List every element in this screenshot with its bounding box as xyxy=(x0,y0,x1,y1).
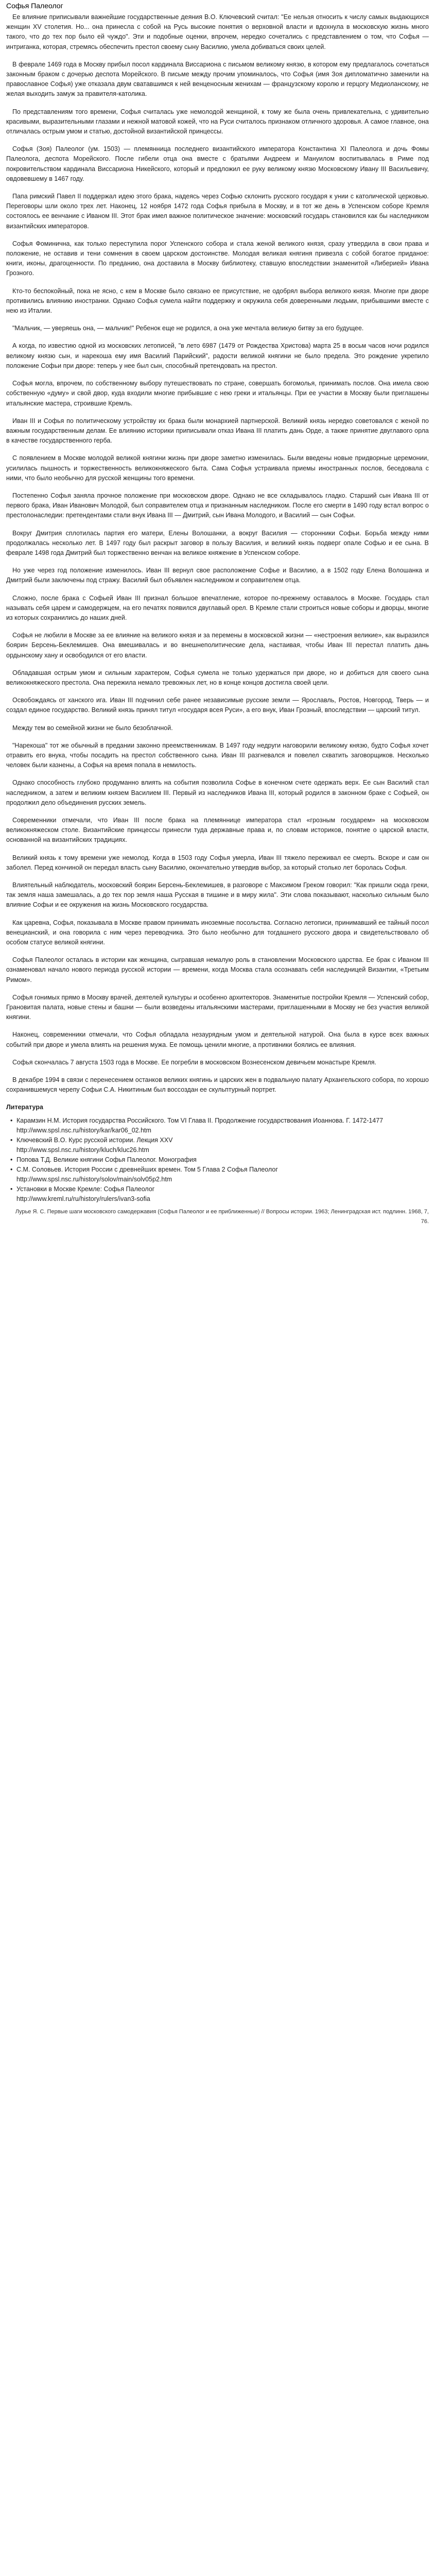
paragraph: Софья скончалась 7 августа 1503 года в Москве. Ее погребли в московском Вознесенском девичьем монастыре Кремля. xyxy=(12,1058,377,1066)
paragraph: Обладавшая острым умом и сильным характером, Софья сумела не только удержаться при дворе, но и добиться для своего сына великокняжеского престола. Она пережила немало тревожных лет, но в конце концов достигла своей цели. xyxy=(6,669,429,686)
paragraph: Кто-то беспокойный, пока не ясно, с кем в Москве было связано ее присутствие, не одобрял выбора великого князя. Многие при дворе противились влиянию иностранки. Однако Софья сумела найти поддержку и окружила себя доверенными людьми, прибывшими вместе с нею из Италии. xyxy=(6,287,429,315)
literature-item: • С.М. Соловьев. История России с древнейших времен. Том 5 Глава 2 Софья Палеолог xyxy=(16,1165,429,1175)
paragraph: Влиятельный наблюдатель, московский боярин Берсень-Беклемишев, в разговоре с Максимом Греком говорил: "Как пришли сюда греки, так земля наша замешалась, а до тех пор земля наша Русская в тишине и в миру жила". Эти слова показывают, насколько сильным было влияние Софьи и ее окружения на жизнь Московского государства. xyxy=(6,882,429,909)
paragraph: Наконец, современники отмечали, что Софья обладала незаурядным умом и деятельной натурой. Она была в курсе всех важных событий при дворе и умела влиять на решения мужа. Ее помощь ценили многие, а противники боялись ее влияния. xyxy=(6,1031,429,1048)
paragraph: Сложно, после брака с Софьей Иван III признал большое впечатление, которое по-прежнему оставалось в Москве. Государь стал называть себя царем и самодержцем, на его печатях появился двуглавый орел. В Кремле стали строиться новые соборы и дворцы, многие из которых сохранились до наших дней. xyxy=(6,594,429,621)
paragraph: Освобождаясь от ханского ига. Иван III подчинил себе ранее независимые русские земли — Ярославль, Ростов, Новгород, Тверь — и создал единое государство. Великий князь принял титул «государя всея Руси», а его внук, Иван Грозный, впоследствии — царский титул. xyxy=(6,697,429,714)
paragraph: Иван III и Софья по политическому устройству их брака были монархией партнерской. Великий князь нередко советовался с женой по важным государственным делам. Ее влиянию историки приписывали отказ Ивана III платить дань Орде, а также принятие двуглавого орла в качестве государственного герба. xyxy=(6,417,429,445)
footer-note: Лурье Я. С. Первые шаги московского самодержавия (Софья Палеолог и ее приближенные) // Вопросы истории. 1963; Ленинградская ист. подлинн. 1968, 7, 76. xyxy=(15,1208,429,1225)
paragraph: Софья могла, впрочем, по собственному выбору путешествовать по стране, совершать богомолья, принимать послов. Она имела свою собственную «думу» и свой двор, куда входили многие прибывшие с нею греки и итальянцы. При ее участии в Москву были приглашены итальянские мастера, строившие Кремль. xyxy=(6,380,429,407)
paragraph: С появлением в Москве молодой великой княгини жизнь при дворе заметно изменилась. Были введены новые придворные церемонии, усилилась пышность и торжественность великокняжеского быта. Сама Софья устраивала приемы иностранных послов, беседовала с ними, что было необычно для русской женщины того времени. xyxy=(6,454,429,482)
paragraph: Ее влияние приписывали важнейшие государственные деяния В.О. Ключевский считал: "Ее нельзя относить к числу самых выдающихся женщин XV столетия. Но... она принесла с собой на Русь высокие понятия о верховной власти и вдохнула в московскую жизнь много такого, что до тех пор было ей чуждо". Эти и подобные оценки, впрочем, нередко сочетались с представлением о том, что Софья — интриганка, которая, стремясь обеспечить престол своему сыну Василию, умела добиваться своих целей. xyxy=(6,13,429,50)
paragraph: Софья не любили в Москве за ее влияние на великого князя и за перемены в московской жизни — «нестроения великие», как выразился боярин Берсень-Беклемишев. Она вмешивалась и во внешнеполитические дела, настаивая, чтобы Иван III перестал платить дань ордынскому хану и освободился от его власти. xyxy=(6,632,429,659)
paragraph: Софья Фоминична, как только переступила порог Успенского собора и стала женой великого князя, сразу утвердила в свои права и положение, не оставив и тени сомнения в своем царском достоинстве. Молодая великая княгиня привезла с собой богатое приданое: книги, иконы, драгоценности. По преданию, она доставила в Москву библиотеку, ставшую впоследствии знаменитой «Либерией» Ивана Грозного. xyxy=(6,240,429,277)
paragraph: Между тем во семейной жизни не было безоблачной. xyxy=(12,724,173,732)
literature-link[interactable]: http://www.spsl.nsc.ru/history/kar/kar06_02.htm xyxy=(16,1126,151,1134)
page-title: Софья Палеолог xyxy=(6,2,63,10)
literature-list xyxy=(6,1116,429,1204)
literature-item: • Установки в Москве Кремле: Софья Палеолог xyxy=(16,1184,429,1194)
literature-link[interactable]: http://www.spsl.nsc.ru/history/kluch/kluc26.htm xyxy=(16,1146,149,1154)
article-body xyxy=(6,12,429,1095)
paragraph: Вокруг Дмитрия сплотилась партия его матери, Елены Волошанки, а вокруг Василия — сторонники Софьи. Борьба между ними продолжалась несколько лет. В 1497 году был раскрыт заговор в пользу Василия, и великий князь подверг опале Софью и ее сына. В феврале 1498 года Дмитрий был торжественно венчан на великое княжение в Успенском соборе. xyxy=(6,529,429,556)
literature-link[interactable]: http://www.spsl.nsc.ru/history/solov/main/solv05p2.htm xyxy=(16,1175,172,1183)
paragraph: Как царевна, Софья, показывала в Москве правом принимать иноземные посольства. Согласно летописи, принимавший ее тайный посол венецианский, и она говорила с ним через переводчика. Это было необычно для тогдашнего русского двора и свидетельствовало об особом статусе великой княгини. xyxy=(6,919,429,946)
paragraph: Софья гонимых прямо в Москву врачей, деятелей культуры и особенно архитекторов. Знаменитые постройки Кремля — Успенский собор, Грановитая палата, новые стены и башни — были возведены итальянскими мастерами, приглашенными в Москву не без участия великой княгини. xyxy=(6,993,429,1021)
paragraph: В декабре 1994 в связи с перенесением останков великих княгинь и царских жен в подвальную палату Архангельского собора, по хорошо сохранившемуся черепу Софьи С.А. Никитиным был воссоздан ее скульптурный портрет. xyxy=(6,1076,429,1094)
paragraph: Однако способность глубоко продуманно влиять на события позволила Софье в конечном счете одержать верх. Ее сын Василий стал наследником, а затем и великим князем Василием III. Первый из наследников Ивана III, который родился в законном браке с Софьей, он продолжил дело объединения русских земель. xyxy=(6,779,429,806)
literature-item: • Ключевский В.О. Курс русской истории. Лекция XXV xyxy=(16,1136,429,1145)
literature-item: • Карамзин Н.М. История государства Российского. Том VI Глава II. Продолжение государствования Иоаннова. Г. 1472-1477 xyxy=(16,1116,429,1126)
paragraph: Папа римский Павел II поддержал идею этого брака, надеясь через Софью склонить русского государя к унии с католической церковью. Переговоры шли около трех лет. Наконец, 12 ноября 1472 года Софья прибыла в Москву, и в тот же день в Успенском соборе Кремля состоялось ее венчание с Иваном III. Этот брак имел важное политическое значение: московский государь становился как бы наследником византийских императоров. xyxy=(6,193,429,230)
paragraph: Но уже через год положение изменилось. Иван III вернул свое расположение Софье и Василию, а в 1502 году Елена Волошанка и Дмитрий были заключены под стражу. Василий был объявлен наследником и соправителем отца. xyxy=(6,567,429,584)
article xyxy=(0,0,436,1227)
literature-link[interactable]: http://www.kreml.ru/ru/history/rulers/ivan3-sofia xyxy=(16,1195,150,1202)
paragraph: Софья Палеолог осталась в истории как женщина, сыгравшая немалую роль в становлении Московского царства. Ее брак с Иваном III ознаменовал начало нового периода русской истории — времени, когда Москва стала осознавать себя наследницей Византии, «Третьим Римом». xyxy=(6,956,429,984)
literature-item: • Попова Т.Д. Великие княгини Софья Палеолог. Монография xyxy=(16,1155,429,1165)
paragraph: Современники отмечали, что Иван III после брака на племяннице императора стал «грозным государем» на московском великокняжеском столе. Византийские принцессы принесли туда державные права и, по словам историков, понятие о царской власти, основанной на византийских традициях. xyxy=(6,817,429,844)
paragraph: "Мальчик, — уверяешь она, — мальчик!" Ребенок еще не родился, а она уже мечтала великую битву за его будущее. xyxy=(12,325,364,332)
paragraph: По представлениям того времени, Софья считалась уже немолодой женщиной, к тому же была очень привлекательна, с удивительно красивыми, выразительными глазами и нежной матовой кожей, что на Руси считалось признаком отличного здоровья. А самое главное, она отличалась острым умом и статью, достойной византийской принцессы. xyxy=(6,108,429,135)
paragraph: Великий князь к тому времени уже немолод. Когда в 1503 году Софья умерла, Иван III тяжело переживал ее смерть. Вскоре и сам он заболел. Перед кончиной он передал власть сыну Василию, окончательно утвердив выбор, за который столько лет боролась Софья. xyxy=(6,854,429,871)
paragraph: Софья (Зоя) Палеолог (ум. 1503) — племянница последнего византийского императора Константина XI Палеолога и дочь Фомы Палеолога, деспота Морейского. После гибели отца она вместе с братьями Андреем и Мануилом воспитывалась в Риме под покровительством кардинала Виссариона Никейского, который и предложил ее руку великому князю Московскому Ивану III Васильевичу, овдовевшему в 1467 году. xyxy=(6,145,429,182)
paragraph: В феврале 1469 года в Москву прибыл посол кардинала Виссариона с письмом великому князю, в котором ему предлагалось сочетаться законным браком с дочерью деспота Морейского. В письме между прочим упоминалось, что Софья (имя Зоя дипломатично заменили на православное Софья) уже отказала двум сватавшимся к ней венценосным женихам — французскому королю и герцогу Медиоланскому, не желая выходить замуж за правителя-католика. xyxy=(6,60,429,98)
paragraph: А когда, по известию одной из московских летописей, "в лето 6987 (1479 от Рождества Христова) марта 25 в восьм часов ночи родился великому князю сын, и нарекоша ему имя Василий Парийский", радости великой княгини не было предела. Это рождение укрепило положение Софьи при дворе: теперь у нее был сын, способный претендовать на престол. xyxy=(6,342,429,369)
paragraph: "Нарекоша" тот же обычный в предании законно преемственникам. В 1497 году недруги наговорили великому князю, будто Софья хочет отравить его внука, чтобы посадить на престол собственного сына. Иван III разгневался и повелел схватить заговорщиков. Несколько человек были казнены, а Софья на время попала в немилость. xyxy=(6,741,429,769)
paragraph: Постепенно Софья заняла прочное положение при московском дворе. Однако не все складывалось гладко. Старший сын Ивана III от первого брака, Иван Иванович Молодой, был соправителем отца и признанным наследником. После его смерти в 1490 году встал вопрос о престолонаследии: претендентами стали внук Ивана III — Дмитрий, сын Ивана Молодого, и Василий — сын Софьи. xyxy=(6,492,429,519)
literature-heading: Литература xyxy=(6,1104,43,1111)
